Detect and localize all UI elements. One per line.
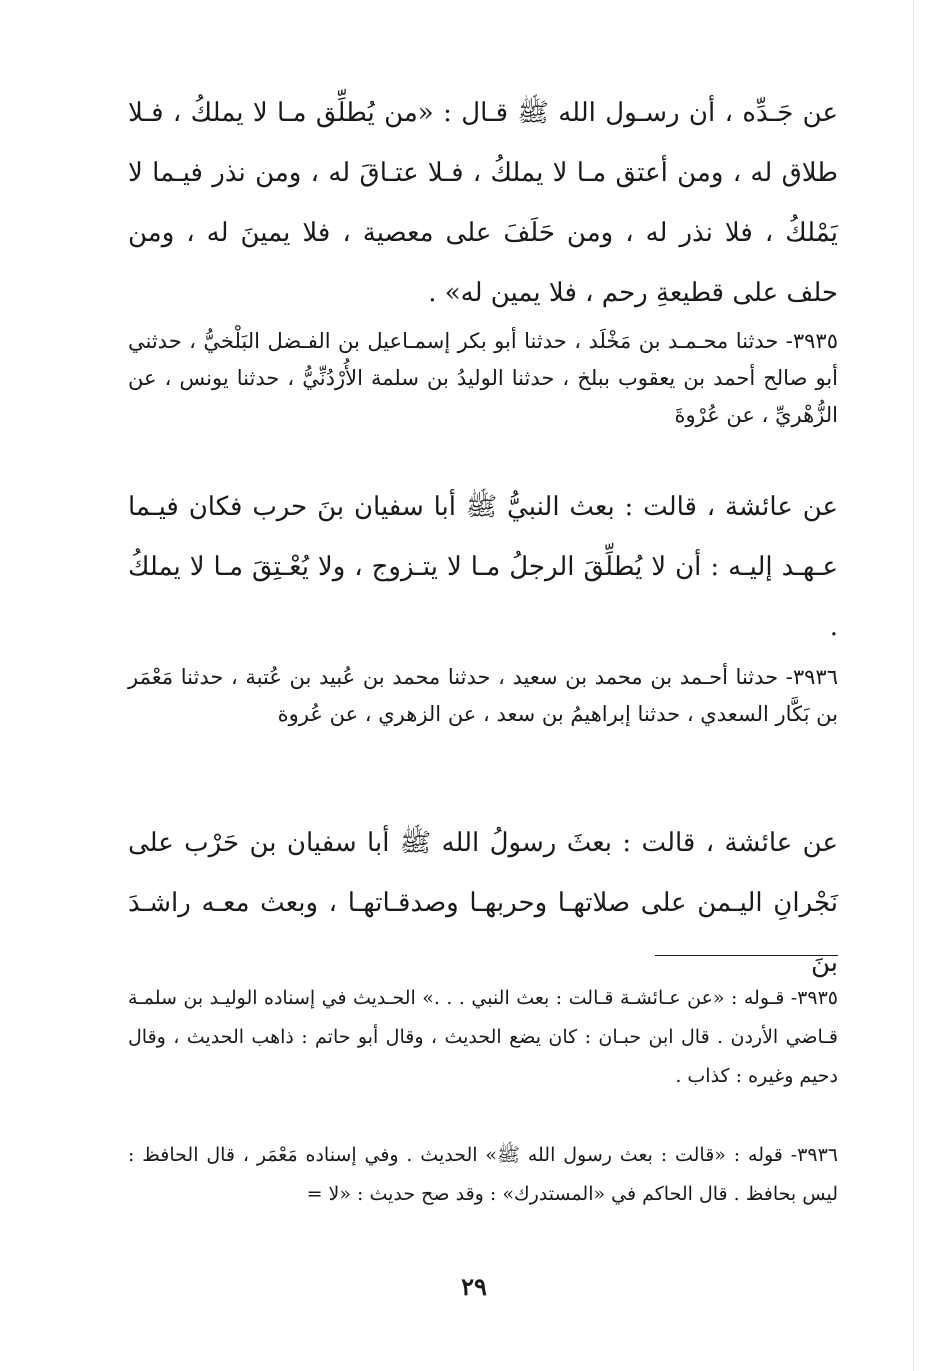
- isnad-chain-3936: ٣٩٣٦- حدثنا أحـمد بن محمد بن سعيد ، حدثنا محمد بن عُبيد بن عُتبة ، حدثنا مَعْمَر بن بَكَّار السعدي ، حدثنا إبراهيمُ بن سعد ، عن الزهري ، عن عُروة: [128, 665, 838, 726]
- hadith-text-paragraph-2: عن عائشة ، قالت : بعث النبيُّ ﷺ أبا سفيان بنَ حرب فكان فيـما عـهـد إليـه : أن لا يُطلِّقَ الرجلُ مـا لا يتـزوج ، ولا يُعْـتِقَ مـا لا يملكُ .: [128, 492, 838, 642]
- footnote-3935: ٣٩٣٥- قـوله : «عن عـائشـة قـالت : بعث النبي . . .» الحـديث في إسناده الوليـد بن سلمـة قـاضي الأردن . قال ابن حبـان : كان يضع الحديث ، وقال أبو حاتم : ذاهب الحديث ، وقال دحيم وغيره : كذاب .: [128, 987, 838, 1087]
- page-number: ٢٩: [461, 1272, 487, 1301]
- hadith-text-paragraph-1: عن جَـدِّه ، أن رسـول الله ﷺ قـال : «من يُطلِّق مـا لا يملكُ ، فـلا طلاق له ، ومن أعتق مـا لا يملكُ ، فـلا عتـاقَ له ، ومن نذر فيـما لا يَمْلكُ ، فلا نذر له ، ومن حَلَفَ على معصية ، فلا يمينَ له ، ومن حلف على قطيعةِ رحم ، فلا يمين له» .: [128, 98, 838, 308]
- footnote-separator: [655, 955, 838, 956]
- isnad-chain-3935: ٣٩٣٥- حدثنا محـمـد بن مَخْلَد ، حدثنا أبو بكر إسمـاعيل بن الفـضل البَلْخيُّ ، حدثني أبو صالح أحمد بن يعقوب ببلخ ، حدثنا الوليدُ بن سلمة الأُرْدُنِّيُّ ، حدثنا يونس ، عن الزُّهْريِّ ، عن عُرْوةَ: [128, 329, 838, 427]
- hadith-text-paragraph-3: عن عائشة ، قالت : بعثَ رسولُ الله ﷺ أبا سفيان بن حَرْب على نَجْرانِ اليـمن على صلاتهـا وحربهـا وصدقـاتهـا ، وبعث معـه راشـدَ بنَ: [128, 828, 838, 978]
- footnote-3936: ٣٩٣٦- قوله : «قالت : بعث رسول الله ﷺ» الحديث . وفي إسناده مَعْمَر ، قال الحافظ : ليس بحافظ . قال الحاكم في «المستدرك» : وقد صح حديث : «لا =: [128, 1144, 838, 1205]
- page-edge-line: [913, 0, 914, 1371]
